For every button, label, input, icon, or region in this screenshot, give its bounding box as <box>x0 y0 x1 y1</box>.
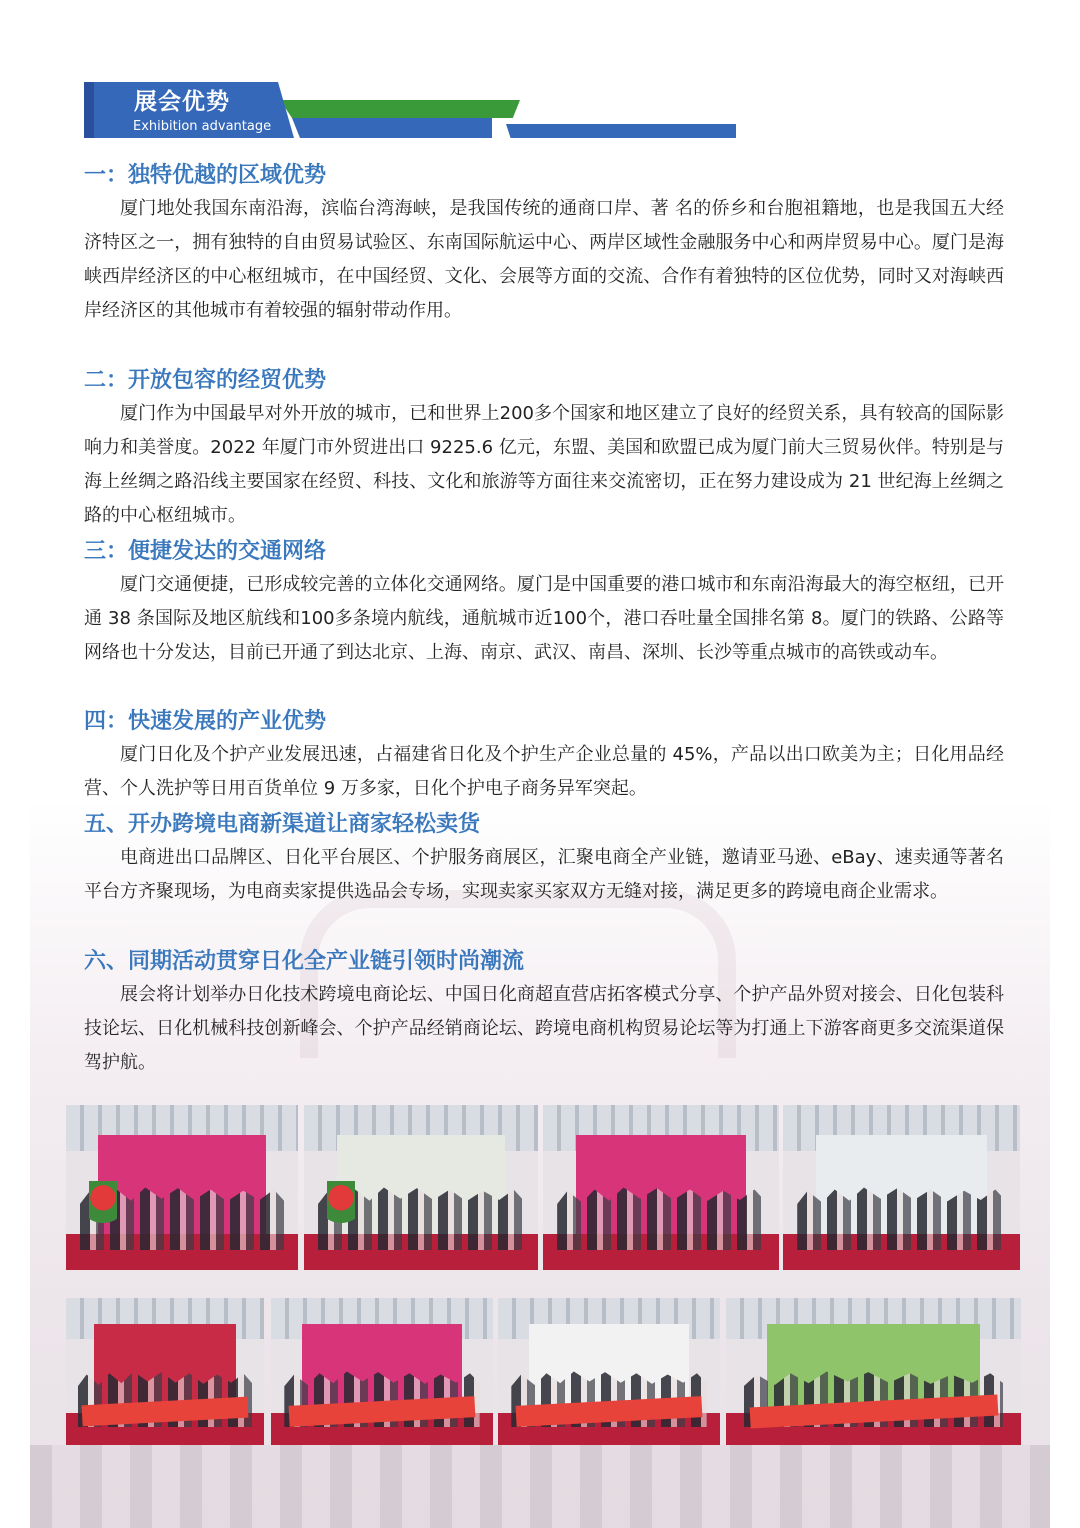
section-body: 厦门交通便捷，已形成较完善的立体化交通网络。厦门是中国重要的港口城市和东南沿海最大的海空枢纽，已开通 38 条国际及地区航线和100多条境内航线，通航城市近100个，港口吞吐量全国排名第 8。厦门的铁路、公路等网络也十分发达，目前已开通了到达北京、上海、南京、武汉、南昌、深圳、长沙等重点城市的高铁或动车。 <box>84 574 1004 663</box>
section-body: 展会将计划举办日化技术跨境电商论坛、中国日化商超直营店拓客模式分享、个护产品外贸对接会、日化包装科技论坛、日化机械科技创新峰会、个护产品经销商论坛、跨境电商机构贸易论坛等为打通上下游客商更多交流渠道保驾护航。 <box>84 984 1004 1073</box>
section-body: 厦门作为中国最早对外开放的城市，已和世界上200多个国家和地区建立了良好的经贸关系，具有较高的国际影响力和美誉度。2022 年厦门市外贸进出口 9225.6 亿元，东盟、美国和欧盟已成为厦门前大三贸易伙伴。特别是与海上丝绸之路沿线主要国家在经贸、科技、文化和旅游等方面往来交流密切，正在努力建设成为 21 世纪海上丝绸之路的中心枢纽城市。 <box>84 403 1004 526</box>
page-subtitle: Exhibition advantage <box>133 119 272 134</box>
event-photo <box>66 1298 264 1445</box>
section-title: 一：独特优越的区域优势 <box>84 163 327 188</box>
header-blue-bar <box>506 124 736 138</box>
section-body: 厦门地处我国东南沿海，滨临台湾海峡，是我国传统的通商口岸、著 名的侨乡和台胞祖籍地，也是我国五大经济特区之一，拥有独特的自由贸易试验区、东南国际航运中心、两岸区域性金融服务中心和两岸贸易中心。厦门是海峡西岸经济区的中心枢纽城市，在中国经贸、文化、会展等方面的交流、合作有着独特的区位优势，同时又对海峡西岸经济区的其他城市有着较强的辐射带动作用。 <box>84 198 1004 321</box>
advantage-section <box>84 536 1004 670</box>
background-crowd-strip <box>30 1445 1050 1528</box>
event-photo <box>543 1105 779 1270</box>
page-title: 展会优势 <box>134 89 230 115</box>
advantage-section <box>84 160 1004 328</box>
section-title: 二：开放包容的经贸优势 <box>84 368 327 393</box>
event-photo <box>66 1105 298 1270</box>
section-body: 厦门日化及个护产业发展迅速，占福建省日化及个护生产企业总量的 45%，产品以出口欧美为主；日化用品经营、个人洗护等日用百货单位 9 万多家，日化个护电子商务异军突起。 <box>84 744 1004 799</box>
event-photo <box>783 1105 1020 1270</box>
header-green-stripe <box>280 100 520 118</box>
event-photo <box>498 1298 720 1445</box>
advantage-section <box>84 809 1004 909</box>
photo-flower <box>327 1181 355 1237</box>
event-photo <box>304 1105 538 1270</box>
header-dark-edge <box>84 82 94 138</box>
event-photo <box>271 1298 493 1445</box>
section-title: 三：便捷发达的交通网络 <box>84 539 327 564</box>
section-body: 电商进出口品牌区、日化平台展区、个护服务商展区，汇聚电商全产业链，邀请亚马逊、eBay、速卖通等著名平台方齐聚现场，为电商卖家提供选品会专场，实现卖家买家双方无缝对接，满足更多的跨境电商企业需求。 <box>84 847 1004 902</box>
advantage-section <box>84 946 1004 1080</box>
advantage-section <box>84 365 1004 533</box>
photo-flower <box>89 1181 117 1237</box>
section-title: 四：快速发展的产业优势 <box>84 709 327 734</box>
section-title: 五、开办跨境电商新渠道让商家轻松卖货 <box>84 812 481 837</box>
event-photo <box>726 1298 1021 1445</box>
section-title: 六、同期活动贯穿日化全产业链引领时尚潮流 <box>84 949 525 974</box>
header-blue-stripe <box>292 118 492 138</box>
advantage-section <box>84 706 1004 806</box>
